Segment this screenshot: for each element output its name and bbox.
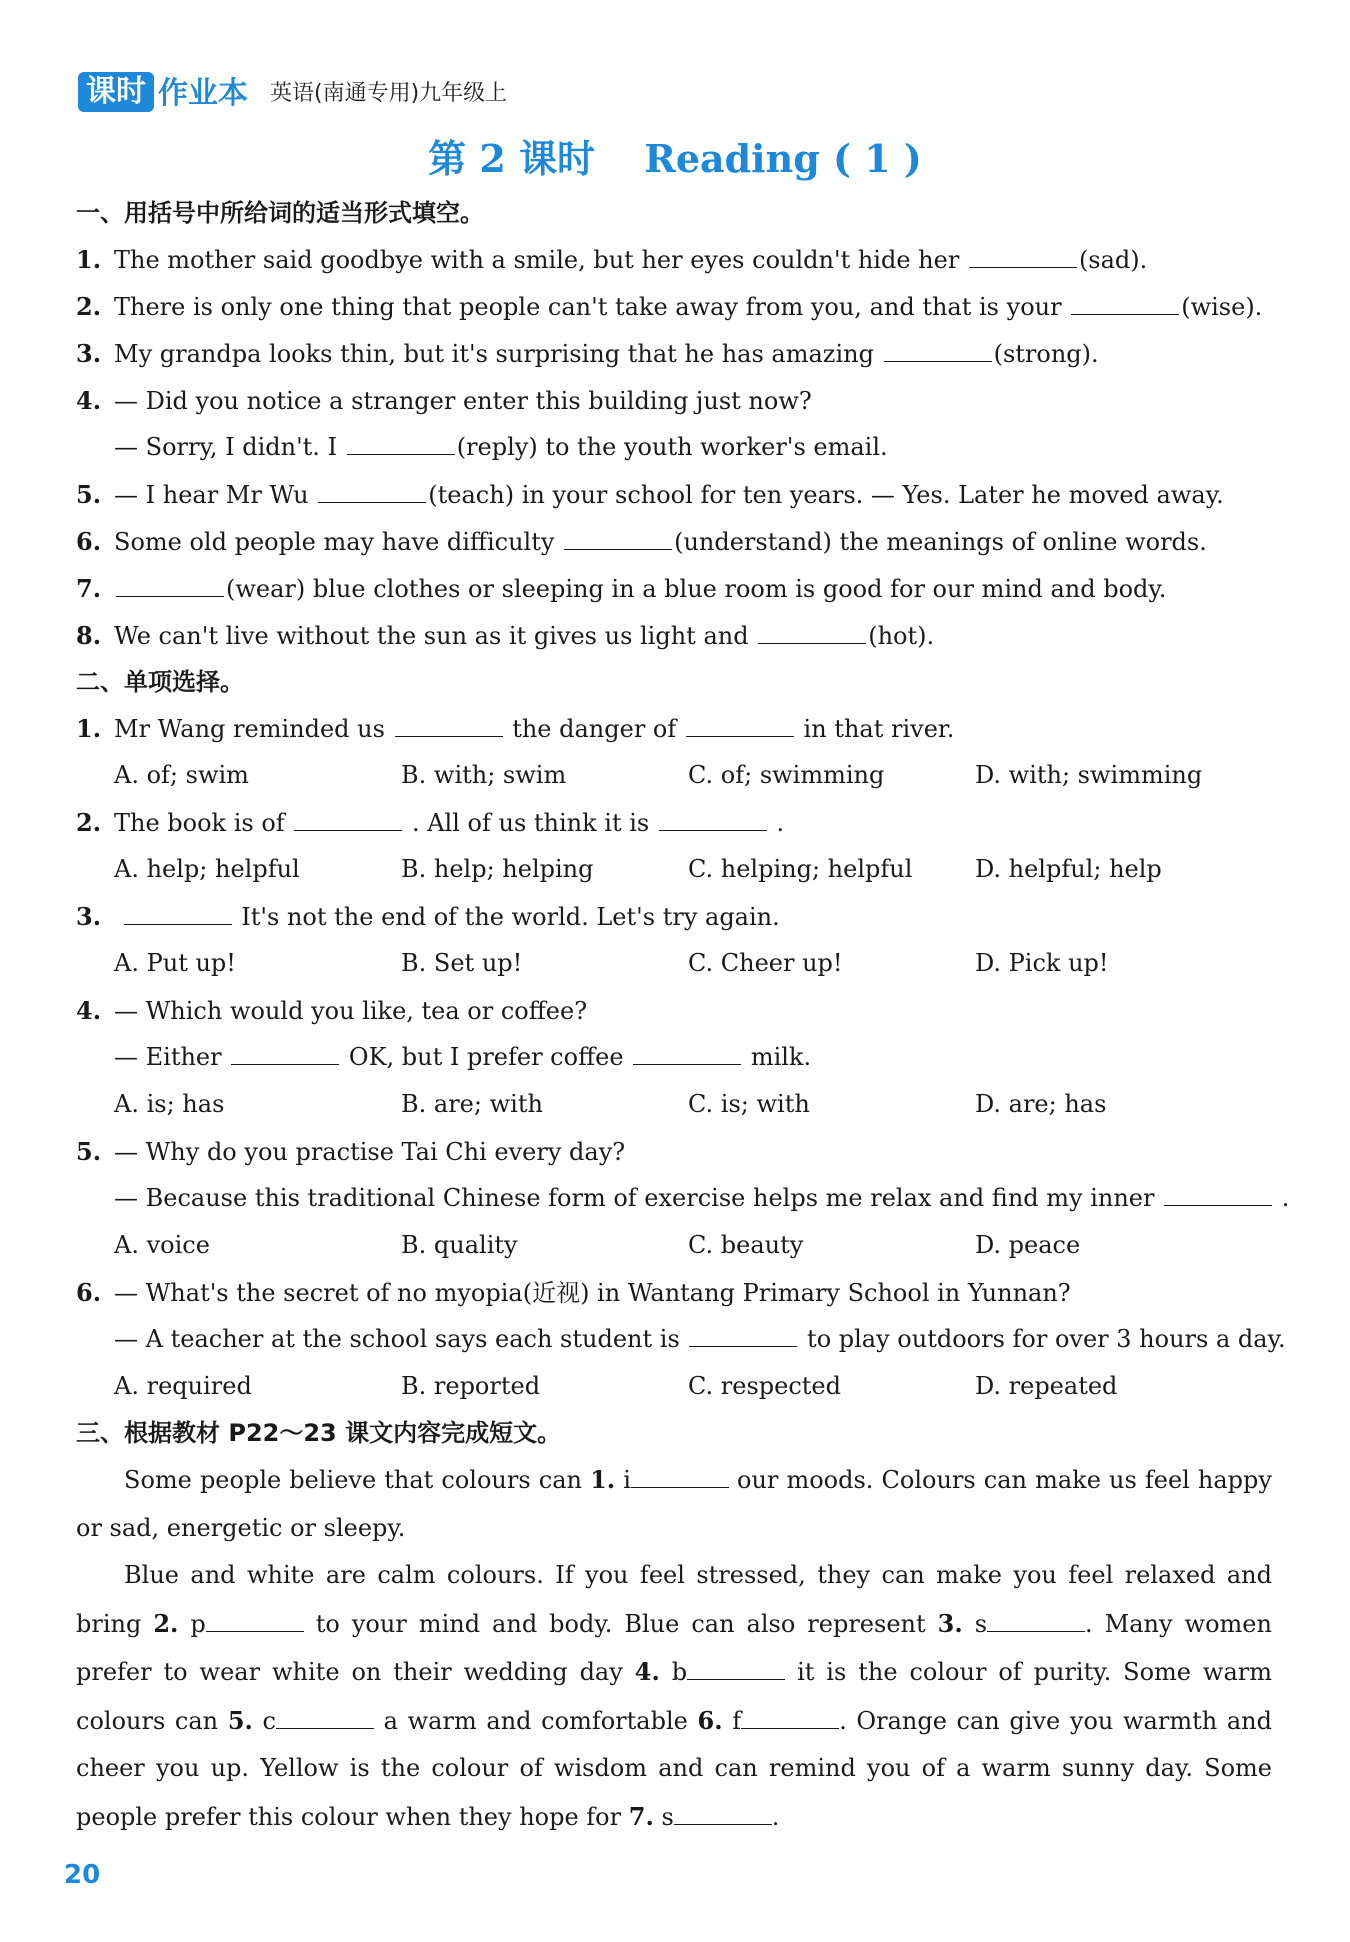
answer-blank[interactable] [318, 480, 426, 503]
option-choice[interactable]: D. helpful; help [975, 855, 1162, 883]
option-choice[interactable]: A. of; swim [114, 761, 249, 789]
question-number: 5. [76, 1137, 102, 1166]
question-number: 8. [76, 621, 102, 650]
question-row [76, 987, 1272, 1034]
passage-blank[interactable] [674, 1802, 772, 1825]
option-choice[interactable]: B. with; swim [401, 761, 567, 789]
answer-blank[interactable] [969, 245, 1077, 268]
question-row [76, 471, 1272, 518]
section3-heading: 三、根据教材 P22～23 课文内容完成短文。 [76, 1419, 562, 1447]
question-text: — Sorry, I didn't. I [114, 433, 338, 461]
section2-items [76, 705, 1290, 1410]
answer-blank[interactable] [347, 432, 455, 455]
question-number: 5. [76, 480, 102, 509]
passage-paragraph-1: Some people believe that colours can 1. i our moods. Colours can make us feel happy or sad, energetic or sleepy. [76, 1465, 1272, 1542]
section1-items [76, 236, 1272, 659]
question-row [76, 1175, 1290, 1222]
question-number: 3. [76, 339, 102, 368]
option-choice[interactable]: D. peace [975, 1231, 1081, 1259]
question-text: (teach) in your school for ten years. — Yes. Later he moved away. [428, 481, 1224, 509]
answer-blank[interactable] [564, 527, 672, 550]
option-choice[interactable]: C. is; with [688, 1090, 810, 1118]
option-choice[interactable]: D. are; has [975, 1090, 1107, 1118]
question-row [76, 236, 1272, 283]
question-text: It's not the end of the world. Let's try again. [241, 903, 780, 931]
option-choice[interactable]: C. beauty [688, 1231, 804, 1259]
question-text: My grandpa looks thin, but it's surprising that he has amazing [114, 340, 874, 368]
option-choice[interactable]: A. required [114, 1372, 252, 1400]
question-text: in that river. [803, 715, 955, 743]
option-choice[interactable]: A. is; has [114, 1090, 225, 1118]
passage-blank[interactable] [687, 1657, 785, 1680]
option-choice[interactable]: C. of; swimming [688, 761, 885, 789]
question-text: There is only one thing that people can't take away from you, and that is your [114, 293, 1062, 321]
logo-box: 课时 [78, 72, 154, 112]
passage-blank[interactable] [206, 1609, 304, 1632]
question-text: (understand) the meanings of online words. [674, 528, 1207, 556]
passage-blank[interactable] [987, 1609, 1085, 1632]
options-row [76, 1222, 1272, 1269]
question-text: (wise). [1181, 293, 1263, 321]
question-text: (wear) blue clothes or sleeping in a blue room is good for our mind and body. [226, 575, 1167, 603]
question-text: — A teacher at the school says each student is [114, 1325, 680, 1353]
option-choice[interactable]: C. respected [688, 1372, 841, 1400]
question-text: to play outdoors for over 3 hours a day. [807, 1325, 1286, 1353]
question-text: — Because this traditional Chinese form of exercise helps me relax and find my inner [114, 1184, 1155, 1212]
question-text: (hot). [868, 622, 935, 650]
answer-blank[interactable] [1071, 292, 1179, 315]
answer-blank[interactable] [1164, 1183, 1272, 1206]
question-row [76, 705, 1272, 752]
question-text: We can't live without the sun as it gives us light and [114, 622, 749, 650]
answer-blank[interactable] [116, 574, 224, 597]
worksheet-content [76, 190, 1290, 1841]
lesson-name: Reading ( 1 ) [644, 136, 922, 181]
answer-blank[interactable] [758, 621, 866, 644]
option-choice[interactable]: A. help; helpful [114, 855, 300, 883]
section1-heading: 一、用括号中所给词的适当形式填空。 [76, 199, 484, 227]
question-text: the danger of [512, 715, 677, 743]
question-row [76, 1034, 1272, 1081]
option-choice[interactable]: B. reported [401, 1372, 541, 1400]
question-text: — I hear Mr Wu [114, 481, 309, 509]
page-header [78, 64, 507, 112]
option-choice[interactable]: D. repeated [975, 1372, 1118, 1400]
options-row [76, 752, 1272, 799]
question-text: milk. [750, 1043, 812, 1071]
passage-paragraph-2: Blue and white are calm colours. If you feel stressed, they can make you feel relaxed and bring 2. p to your mind and body. Blue can also represent 3. s . Many women prefer to wear white on their wedding day 4. b it is the colour of purity. Some warm colours can 5. c a warm and comfortable 6. f . Orange can give you warmth and cheer you up. Yellow is the colour of wisdom and can remind you of a warm sunny day. Some people prefer this colour when they hope for 7. s . [76, 1561, 1273, 1831]
question-row [76, 612, 1272, 659]
options-row [76, 940, 1272, 987]
section2-heading: 二、单项选择。 [76, 668, 244, 696]
question-text: (sad). [1078, 246, 1148, 274]
passage-blank[interactable] [741, 1706, 839, 1729]
question-text: — Why do you practise Tai Chi every day? [114, 1138, 626, 1166]
question-row [76, 1316, 1286, 1363]
question-row [76, 799, 1272, 846]
question-text: . [1281, 1184, 1290, 1212]
option-choice[interactable]: D. Pick up! [975, 949, 1109, 977]
question-text: The mother said goodbye with a smile, but her eyes couldn't hide her [114, 246, 960, 274]
option-choice[interactable]: B. Set up! [401, 949, 523, 977]
question-row [76, 1269, 1272, 1316]
answer-blank[interactable] [633, 1042, 741, 1065]
question-text: . [776, 809, 785, 837]
option-choice[interactable]: A. Put up! [114, 949, 236, 977]
answer-blank[interactable] [659, 808, 767, 831]
option-choice[interactable]: A. voice [114, 1231, 210, 1259]
lesson-number: 第 2 课时 [428, 136, 595, 181]
page-number: 20 [64, 1860, 101, 1890]
question-text: (strong). [993, 340, 1099, 368]
options-row [76, 1363, 1272, 1410]
question-row [76, 565, 1272, 612]
option-choice[interactable]: B. quality [401, 1231, 518, 1259]
question-row [76, 424, 1272, 471]
answer-blank[interactable] [231, 1042, 339, 1065]
question-row [76, 283, 1272, 330]
question-text: Mr Wang reminded us [114, 715, 385, 743]
question-row [76, 518, 1272, 565]
question-number: 3. [76, 902, 102, 931]
options-row [76, 1081, 1272, 1128]
option-choice[interactable]: C. helping; helpful [688, 855, 913, 883]
answer-blank[interactable] [686, 714, 794, 737]
answer-blank[interactable] [689, 1324, 797, 1347]
option-choice[interactable]: D. with; swimming [975, 761, 1203, 789]
question-text: (reply) to the youth worker's email. [456, 433, 888, 461]
question-text: — Which would you like, tea or coffee? [114, 997, 588, 1025]
question-row [76, 893, 1272, 940]
question-row [76, 1128, 1272, 1175]
option-choice[interactable]: B. are; with [401, 1090, 543, 1118]
passage-blank[interactable] [276, 1706, 374, 1729]
question-text: . All of us think it is [411, 809, 650, 837]
question-number: 2. [76, 292, 102, 321]
question-text: — What's the secret of no myopia(近视) in Wantang Primary School in Yunnan? [114, 1279, 1071, 1307]
answer-blank[interactable] [294, 808, 402, 831]
question-number: 1. [76, 245, 102, 274]
question-row [76, 377, 1272, 424]
passage-blank[interactable] [631, 1465, 729, 1488]
question-text: — Did you notice a stranger enter this building just now? [114, 387, 812, 415]
question-text: Some old people may have difficulty [114, 528, 555, 556]
option-choice[interactable]: B. help; helping [401, 855, 594, 883]
question-text: — Either [114, 1043, 222, 1071]
question-number: 2. [76, 808, 102, 837]
question-text: OK, but I prefer coffee [348, 1043, 624, 1071]
question-row [76, 330, 1272, 377]
lesson-title [0, 128, 1350, 183]
subject-label: 英语(南通专用)九年级上 [270, 81, 508, 106]
question-number: 6. [76, 527, 102, 556]
option-choice[interactable]: C. Cheer up! [688, 949, 843, 977]
answer-blank[interactable] [124, 902, 232, 925]
options-row [76, 846, 1272, 893]
question-number: 1. [76, 714, 102, 743]
question-number: 6. [76, 1278, 102, 1307]
question-text: The book is of [114, 809, 285, 837]
answer-blank[interactable] [395, 714, 503, 737]
question-number: 4. [76, 996, 102, 1025]
answer-blank[interactable] [884, 339, 992, 362]
logo-text: 作业本 [158, 76, 248, 111]
question-number: 4. [76, 386, 102, 415]
question-number: 7. [76, 574, 102, 603]
